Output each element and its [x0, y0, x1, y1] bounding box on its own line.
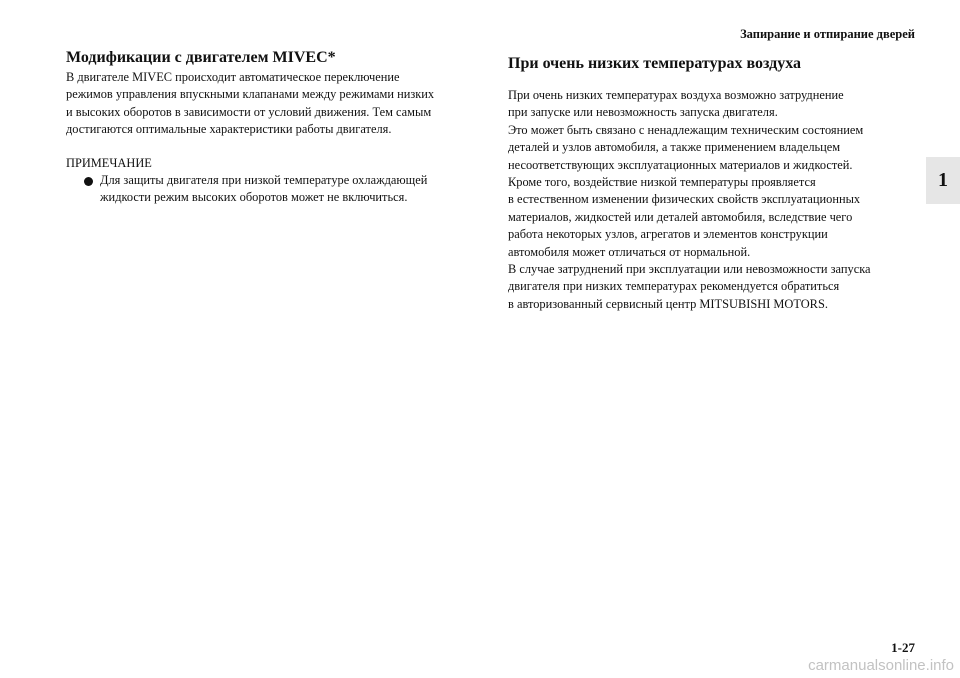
paragraph-line: деталей и узлов автомобиля, а также применением владельцем	[508, 140, 841, 155]
note-bullet-item	[66, 172, 476, 207]
paragraph-line: при запуске или невозможность запуска двигателя.	[508, 105, 778, 120]
paragraph-line: материалов, жидкостей или деталей автомобиля, вследствие чего	[508, 209, 853, 224]
note-label: ПРИМЕЧАНИЕ	[66, 155, 152, 170]
bullet-dot-icon	[84, 177, 93, 186]
bullet-line: жидкости режим высоких оборотов может не включиться.	[100, 190, 408, 205]
running-header: Запирание и отпирание дверей	[740, 27, 915, 41]
low-temperature-paragraph	[508, 87, 920, 313]
paragraph-line: и высоких оборотов в зависимости от условий движения. Тем самым	[66, 104, 432, 119]
paragraph-line: автомобиля может отличаться от нормальной.	[508, 244, 751, 259]
paragraph-line: в авторизованный сервисный центр MITSUBISHI MOTORS.	[508, 296, 828, 311]
chapter-tab: 1	[926, 157, 960, 204]
page-number: 1-27	[891, 640, 915, 655]
paragraph-line: в естественном изменении физических свойств эксплуатационных	[508, 192, 861, 207]
paragraph-line: достигаются оптимальные характеристики работы двигателя.	[66, 122, 392, 137]
left-column	[66, 47, 476, 207]
paragraph-line: Кроме того, воздействие низкой температуры проявляется	[508, 175, 816, 190]
mivec-paragraph	[66, 69, 476, 139]
watermark: carmanualsonline.info	[808, 657, 954, 674]
paragraph-line: Это может быть связано с ненадлежащим техническим состоянием	[508, 122, 864, 137]
paragraph-line: В случае затруднений при эксплуатации или невозможности запуска	[508, 262, 871, 277]
paragraph-line: двигателя при низких температурах рекомендуется обратиться	[508, 279, 840, 294]
right-column	[508, 47, 920, 313]
paragraph-line: работа некоторых узлов, агрегатов и элементов конструкции	[508, 227, 828, 242]
paragraph-line: несоответствующих эксплуатационных материалов и жидкостей.	[508, 157, 853, 172]
low-temperature-heading: При очень низких температурах воздуха	[508, 55, 802, 72]
paragraph-line: режимов управления впускными клапанами между режимами низких	[66, 87, 435, 102]
paragraph-line: В двигателе MIVEC происходит автоматическое переключение	[66, 70, 400, 84]
paragraph-line: При очень низких температурах воздуха возможно затруднение	[508, 88, 844, 102]
bullet-line: Для защиты двигателя при низкой температуре охлаждающей	[100, 173, 428, 188]
mivec-heading: Модификации с двигателем MIVEC*	[66, 49, 336, 66]
